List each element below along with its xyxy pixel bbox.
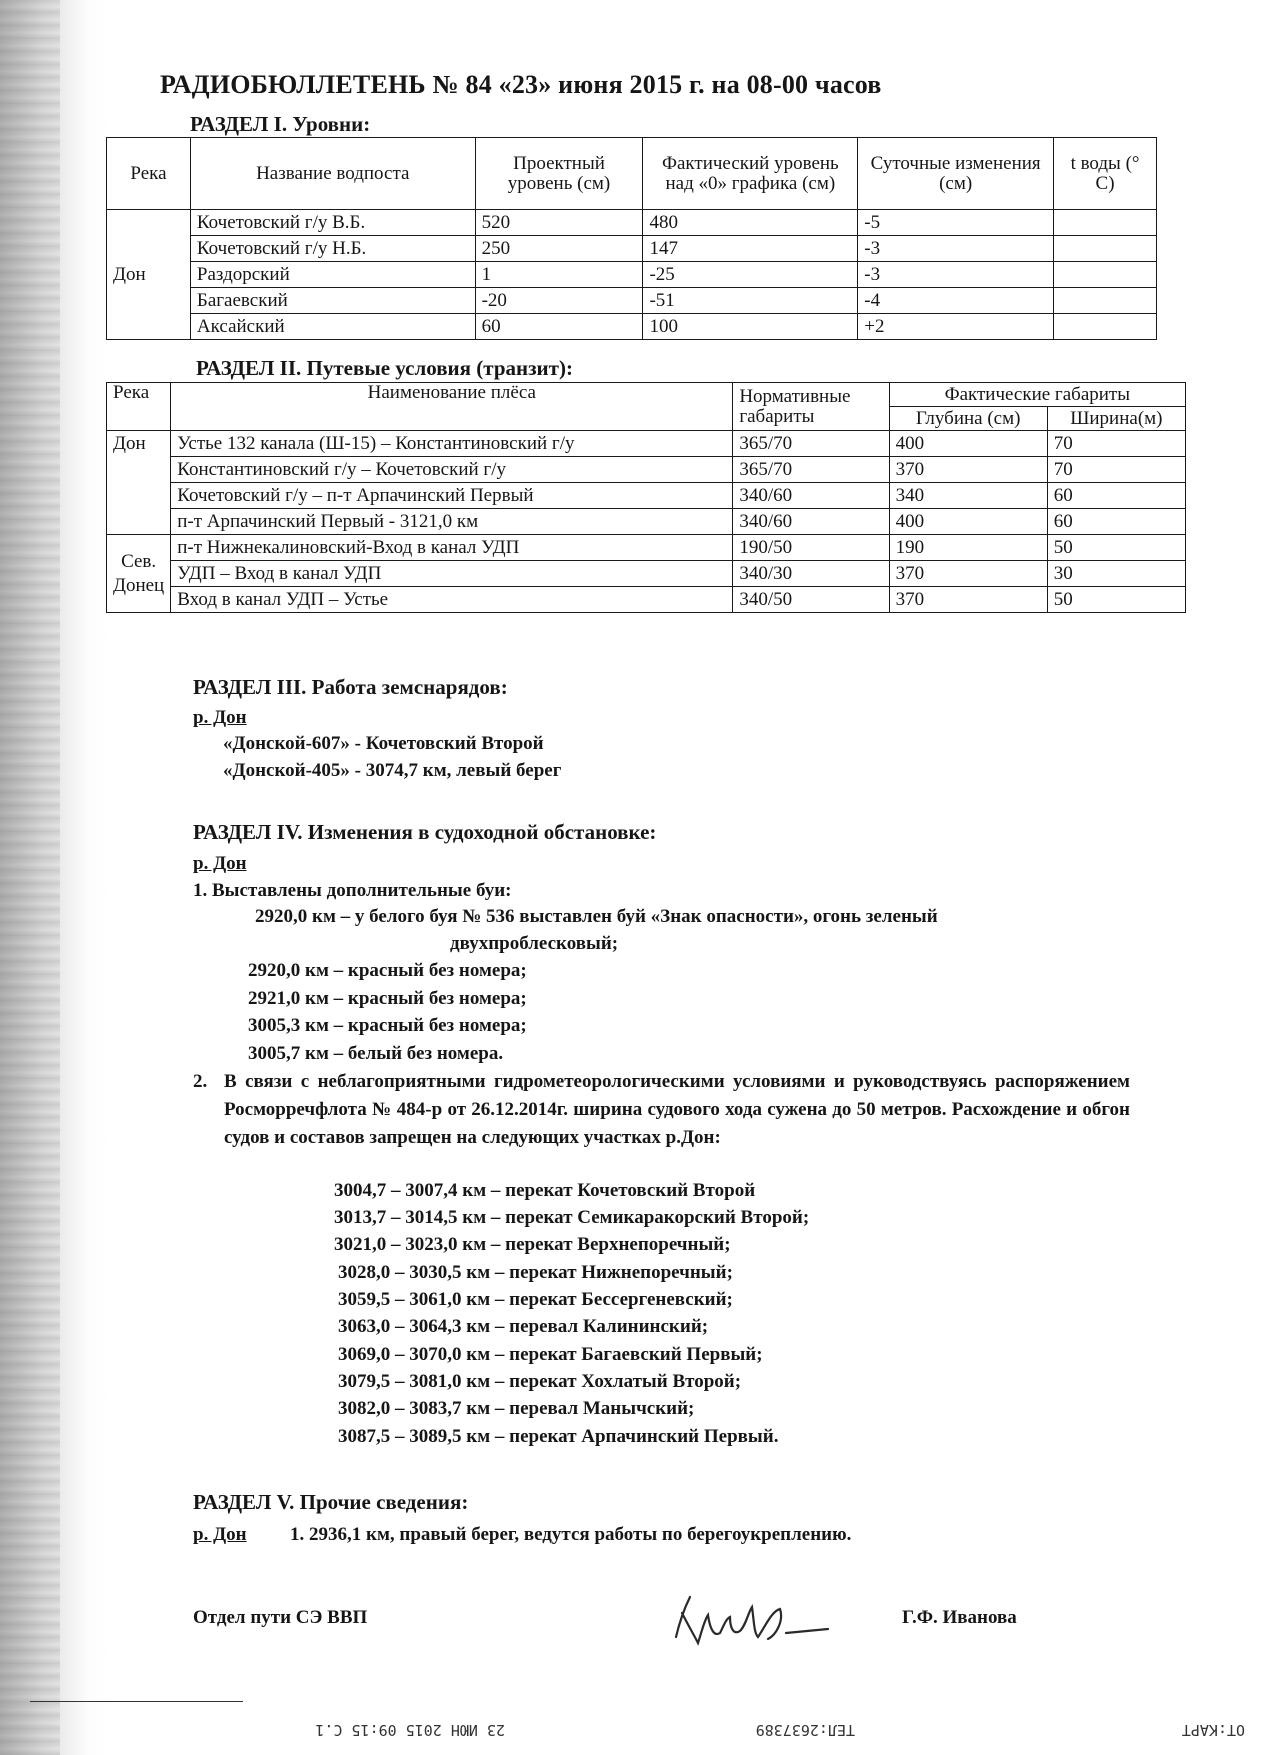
water-temp <box>1054 314 1157 340</box>
dredger-item: «Донской-405» - 3074,7 км, левый берег <box>223 760 562 781</box>
width: 60 <box>1047 509 1185 535</box>
norm-dims: 340/60 <box>733 483 889 509</box>
station-name: Аксайский <box>190 314 475 340</box>
restriction-item: 3082,0 – 3083,7 км – перевал Манычский; <box>338 1398 695 1419</box>
water-temp <box>1054 210 1157 236</box>
actual-level: -51 <box>643 288 858 314</box>
station-name: Багаевский <box>190 288 475 314</box>
restriction-item: 3004,7 – 3007,4 км – перекат Кочетовский Второй <box>334 1180 756 1201</box>
department: Отдел пути СЭ ВВП <box>193 1607 368 1628</box>
col-width: Ширина(м) <box>1047 407 1185 431</box>
depth: 400 <box>889 431 1047 457</box>
depth: 340 <box>889 483 1047 509</box>
reach-name: Вход в канал УДП – Устье <box>171 587 733 613</box>
restriction-item: 3069,0 – 3070,0 км – перекат Багаевский Первый; <box>338 1344 763 1365</box>
col-river: Река <box>107 383 171 431</box>
section3-heading: РАЗДЕЛ III. Работа земснарядов: <box>193 675 508 699</box>
col-norm: Нормативные габариты <box>733 383 889 431</box>
actual-level: 100 <box>643 314 858 340</box>
col-actual-level: Фактический уровень над «0» графика (см) <box>643 138 858 210</box>
table-row <box>107 431 1186 457</box>
restriction-item: 3063,0 – 3064,3 км – перевал Калининский; <box>338 1316 709 1337</box>
col-river: Река <box>107 138 191 210</box>
levels-header-row <box>107 138 1157 210</box>
norm-dims: 190/50 <box>733 535 889 561</box>
restriction-item: 3059,5 – 3061,0 км – перекат Бессергеневский; <box>338 1289 733 1310</box>
daily-change: +2 <box>858 314 1054 340</box>
section5-river: р. Дон <box>193 1524 247 1545</box>
restriction-item: 3079,5 – 3081,0 км – перекат Хохлатый Второй; <box>338 1371 742 1392</box>
section3-river: р. Дон <box>193 707 247 728</box>
buoy-item: 3005,7 км – белый без номера. <box>248 1043 504 1064</box>
table-row <box>107 535 1186 561</box>
daily-change: -3 <box>858 236 1054 262</box>
width: 50 <box>1047 587 1185 613</box>
daily-change: -5 <box>858 210 1054 236</box>
design-level: 1 <box>475 262 643 288</box>
norm-dims: 340/60 <box>733 509 889 535</box>
station-name: Раздорский <box>190 262 475 288</box>
design-level: 60 <box>475 314 643 340</box>
design-level: -20 <box>475 288 643 314</box>
station-name: Кочетовский г/у Н.Б. <box>190 236 475 262</box>
fax-header <box>255 1717 1245 1739</box>
reach-name: п-т Арпачинский Первый - 3121,0 км <box>171 509 733 535</box>
buoy-item: 3005,3 км – красный без номера; <box>248 1015 527 1036</box>
actual-level: 480 <box>643 210 858 236</box>
divider <box>30 1701 243 1702</box>
width: 30 <box>1047 561 1185 587</box>
col-design-level: Проектный уровень (см) <box>475 138 643 210</box>
norm-dims: 340/50 <box>733 587 889 613</box>
levels-table <box>106 137 1157 340</box>
width: 50 <box>1047 535 1185 561</box>
section4-heading: РАЗДЕЛ IV. Изменения в судоходной обстановке: <box>193 820 657 844</box>
norm-dims: 365/70 <box>733 431 889 457</box>
table-row <box>107 587 1186 613</box>
table-row <box>107 561 1186 587</box>
col-reach: Наименование плёса <box>171 383 733 431</box>
water-temp <box>1054 288 1157 314</box>
col-actual: Фактические габариты <box>889 383 1185 407</box>
depth: 370 <box>889 457 1047 483</box>
river-cell: Сев. Донец <box>107 535 171 613</box>
page-title: РАДИОБЮЛЛЕТЕНЬ № 84 «23» июня 2015 г. на 08-00 часов <box>160 70 882 99</box>
table-row <box>107 509 1186 535</box>
depth: 190 <box>889 535 1047 561</box>
signatory: Г.Ф. Иванова <box>902 1607 1017 1628</box>
station-name: Кочетовский г/у В.Б. <box>190 210 475 236</box>
reach-name: Устье 132 канала (Ш-15) – Константиновский г/у <box>171 431 733 457</box>
width: 70 <box>1047 457 1185 483</box>
daily-change: -3 <box>858 262 1054 288</box>
transit-table <box>106 382 1186 613</box>
table-row <box>107 457 1186 483</box>
transit-header-row <box>107 383 1186 407</box>
buoy-item: 2920,0 км – красный без номера; <box>248 960 527 981</box>
buoys-title: 1. Выставлены дополнительные буи: <box>193 880 512 901</box>
buoy-item: 2921,0 км – красный без номера; <box>248 988 527 1009</box>
col-water-temp: t воды (° С) <box>1054 138 1157 210</box>
design-level: 520 <box>475 210 643 236</box>
signature <box>668 1585 838 1655</box>
actual-level: -25 <box>643 262 858 288</box>
restriction-item: 3021,0 – 3023,0 км – перекат Верхнепоречный; <box>334 1234 731 1255</box>
norm-dims: 340/30 <box>733 561 889 587</box>
depth: 400 <box>889 509 1047 535</box>
reach-name: Кочетовский г/у – п-т Арпачинский Первый <box>171 483 733 509</box>
table-row <box>107 210 1157 236</box>
buoy-item: 2920,0 км – у белого буя № 536 выставлен буй «Знак опасности», огонь зеленый <box>255 906 938 927</box>
design-level: 250 <box>475 236 643 262</box>
section2-heading: РАЗДЕЛ II. Путевые условия (транзит): <box>196 356 573 380</box>
dredger-item: «Донской-607» - Кочетовский Второй <box>223 733 544 754</box>
item2-text: В связи с неблагоприятными гидрометеорологическими условиями и руководствуясь распоряжением Росморречфлота № 484-р от 26.12.2014г. ширина судового хода сужена до 50 метров. Расхождение и обгон судов и составов запрещен на следующих участках р.Дон: <box>224 1071 1130 1148</box>
fax-from: OT:KAPT <box>1181 1721 1245 1739</box>
table-row <box>107 288 1157 314</box>
restriction-item: 3087,5 – 3089,5 км – перекат Арпачинский Первый. <box>338 1426 779 1447</box>
norm-dims: 365/70 <box>733 457 889 483</box>
table-row <box>107 262 1157 288</box>
reach-name: УДП – Вход в канал УДП <box>171 561 733 587</box>
depth: 370 <box>889 561 1047 587</box>
table-row <box>107 236 1157 262</box>
reach-name: п-т Нижнекалиновский-Вход в канал УДП <box>171 535 733 561</box>
buoy-item: двухпроблесковый; <box>450 933 619 954</box>
col-station: Название водпоста <box>190 138 475 210</box>
fax-tel: TEЛ:2637389 <box>755 1721 855 1739</box>
water-temp <box>1054 262 1157 288</box>
section5-heading: РАЗДЕЛ V. Прочие сведения: <box>193 1490 469 1514</box>
scan-shadow-streaks <box>0 0 60 1755</box>
daily-change: -4 <box>858 288 1054 314</box>
water-temp <box>1054 236 1157 262</box>
col-daily-change: Суточные изменения (см) <box>858 138 1054 210</box>
fax-date: 23 ИЮН 2015 09:15 C.1 <box>315 1721 505 1739</box>
col-depth: Глубина (см) <box>889 407 1047 431</box>
river-cell: Дон <box>107 431 171 535</box>
reach-name: Константиновский г/у – Кочетовский г/у <box>171 457 733 483</box>
table-row <box>107 483 1186 509</box>
section4-river: р. Дон <box>193 853 247 874</box>
restriction-item: 3013,7 – 3014,5 км – перекат Семикаракорский Второй; <box>334 1207 810 1228</box>
table-row <box>107 314 1157 340</box>
item2-number: 2. <box>193 1071 208 1092</box>
depth: 370 <box>889 587 1047 613</box>
river-cell: Дон <box>107 210 191 340</box>
section5-text: 1. 2936,1 км, правый берег, ведутся работы по берегоукреплению. <box>290 1524 852 1545</box>
width: 70 <box>1047 431 1185 457</box>
restriction-item: 3028,0 – 3030,5 км – перекат Нижнепоречный; <box>338 1262 733 1283</box>
section1-heading: РАЗДЕЛ I. Уровни: <box>190 112 371 136</box>
width: 60 <box>1047 483 1185 509</box>
actual-level: 147 <box>643 236 858 262</box>
